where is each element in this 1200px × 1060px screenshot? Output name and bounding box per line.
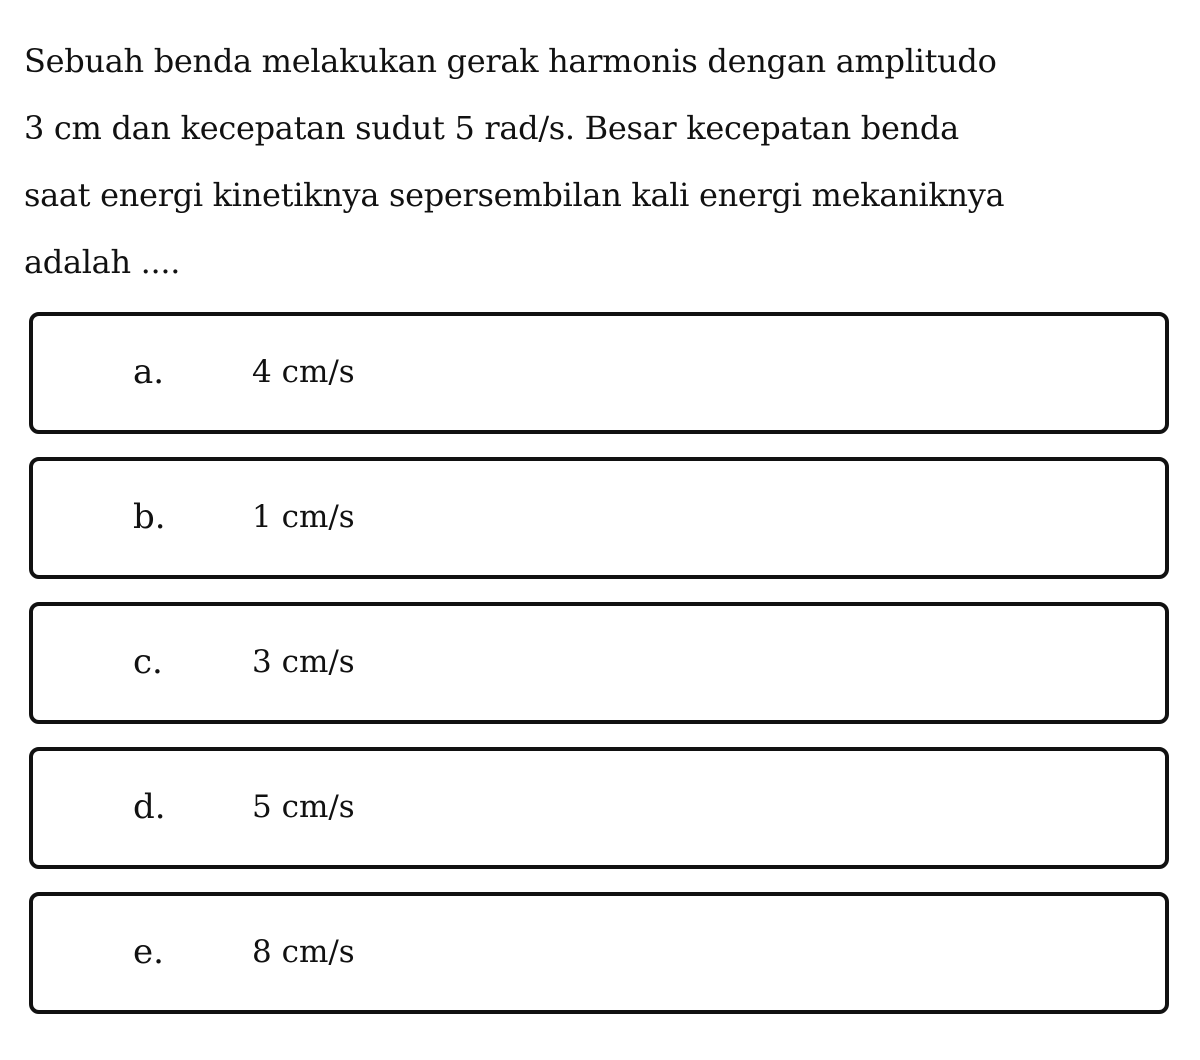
option-b[interactable]: [29, 457, 1169, 579]
option-d[interactable]: [29, 747, 1169, 869]
question-text: [24, 28, 1174, 296]
option-label: e.: [133, 932, 164, 972]
option-label: b.: [133, 497, 166, 537]
option-value: 4 cm/s: [252, 354, 355, 390]
option-value: 1 cm/s: [252, 499, 355, 535]
question-line: Sebuah benda melakukan gerak harmonis dengan amplitudo: [24, 42, 997, 80]
option-value: 3 cm/s: [252, 644, 355, 680]
option-value: 5 cm/s: [252, 789, 355, 825]
question-line: saat energi kinetiknya sepersembilan kali energi mekaniknya: [24, 176, 1005, 214]
answer-options: [29, 312, 1169, 1037]
option-value: 8 cm/s: [252, 934, 355, 970]
question-line: adalah ....: [24, 243, 181, 281]
option-e[interactable]: [29, 892, 1169, 1014]
option-label: a.: [133, 352, 165, 392]
option-c[interactable]: [29, 602, 1169, 724]
option-label: c.: [133, 642, 163, 682]
question-line: 3 cm dan kecepatan sudut 5 rad/s. Besar kecepatan benda: [24, 109, 959, 147]
option-label: d.: [133, 787, 166, 827]
option-a[interactable]: [29, 312, 1169, 434]
